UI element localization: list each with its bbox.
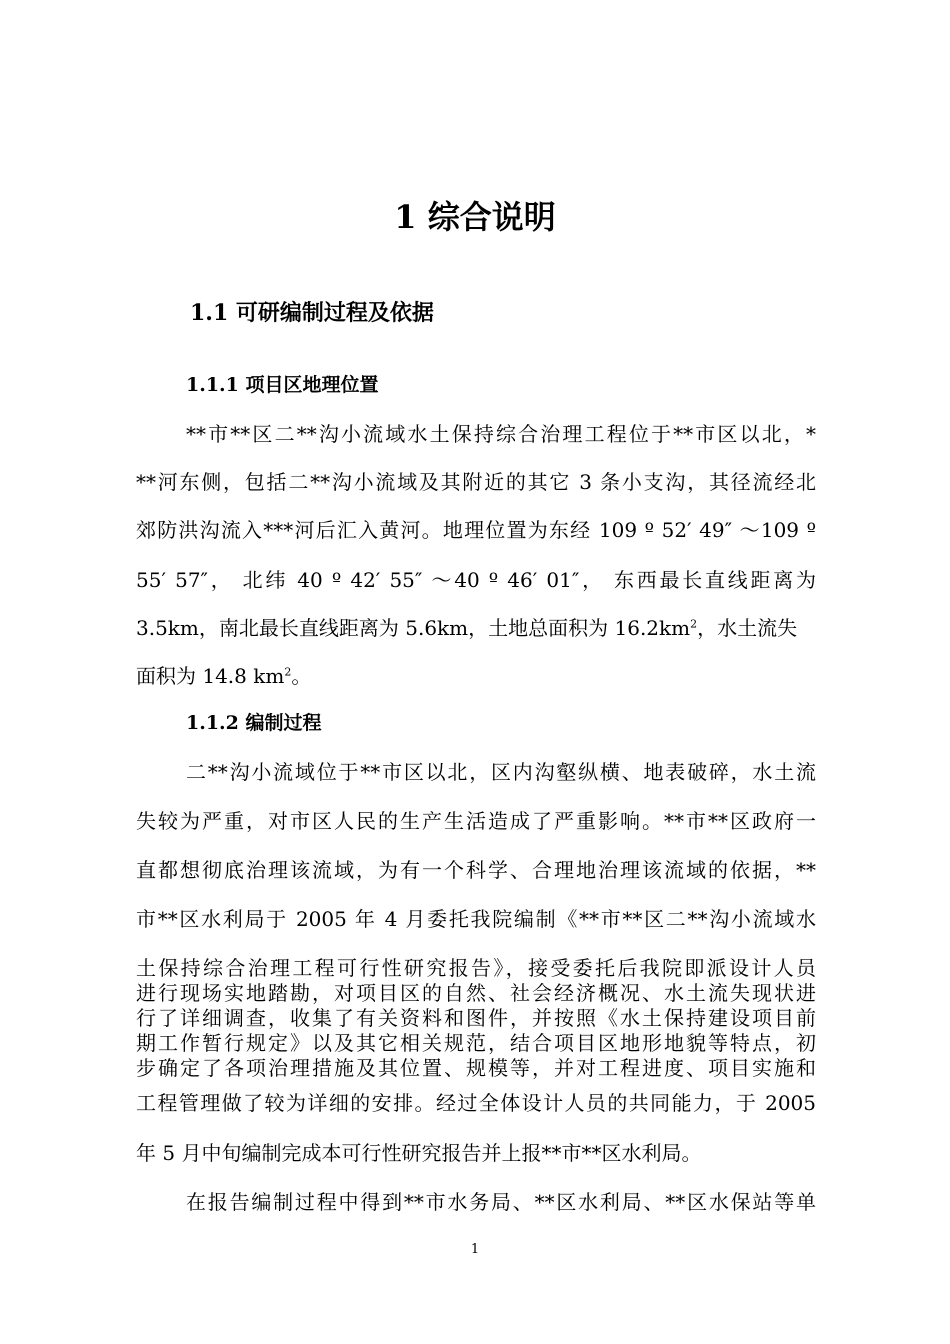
subsection-title-location: 1.1.1 项目区地理位置 xyxy=(186,374,379,396)
paragraph-line: 步确定了各项治理措施及其位置、规模等，并对工程进度、项目实施和 xyxy=(136,1056,816,1080)
paragraph-line: 55′ 57″， 北纬 40 º 42′ 55″ ～40 º 46′ 01″， 东西最长直线距离为 xyxy=(136,568,816,592)
paragraph-line: 郊防洪沟流入***河后汇入黄河。地理位置为东经 109 º 52′ 49″ ～109 º xyxy=(136,518,816,542)
paragraph-line: 行了详细调查，收集了有关资料和图件，并按照《水土保持建设项目前 xyxy=(136,1006,816,1030)
paragraph-line: 直都想彻底治理该流域，为有一个科学、合理地治理该流域的依据，** xyxy=(136,858,816,882)
paragraph-line: 在报告编制过程中得到**市水务局、**区水利局、**区水保站等单 xyxy=(186,1190,816,1214)
paragraph-line: 期工作暂行规定》以及其它相关规范，结合项目区地形地貌等特点，初 xyxy=(136,1031,816,1055)
paragraph-line: 土保持综合治理工程可行性研究报告》，接受委托后我院即派设计人员 xyxy=(136,956,816,980)
paragraph-line: **河东侧，包括二**沟小流域及其附近的其它 3 条小支沟，其径流经北 xyxy=(136,470,816,494)
subsection-title-process: 1.1.2 编制过程 xyxy=(186,712,322,734)
paragraph-line: 面积为 14.8 $km^2$。 xyxy=(136,664,312,688)
paragraph-line: 3.5km，南北最长直线距离为 5.6km，土地总面积为 $16.2km^2$，水土流失 xyxy=(136,616,798,640)
paragraph-line: **市**区二**沟小流域水土保持综合治理工程位于**市区以北，* xyxy=(186,422,816,446)
chapter-title: 1 综合说明 xyxy=(394,198,556,236)
section-title: 1.1 可研编制过程及依据 xyxy=(190,300,434,326)
paragraph-line: 二**沟小流域位于**市区以北，区内沟壑纵横、地表破碎，水土流 xyxy=(186,760,816,784)
page-number: 1 xyxy=(470,1242,480,1257)
paragraph-line: 失较为严重，对市区人民的生产生活造成了严重影响。**市**区政府一 xyxy=(136,809,816,833)
paragraph-line: 进行现场实地踏勘，对项目区的自然、社会经济概况、水土流失现状进 xyxy=(136,981,816,1005)
paragraph-line: 工程管理做了较为详细的安排。经过全体设计人员的共同能力，于 2005 xyxy=(136,1091,816,1115)
paragraph-line: 市**区水利局于 2005 年 4 月委托我院编制《**市**区二**沟小流域水 xyxy=(136,907,816,931)
paragraph-line: 年 5 月中旬编制完成本可行性研究报告并上报**市**区水利局。 xyxy=(136,1141,702,1165)
